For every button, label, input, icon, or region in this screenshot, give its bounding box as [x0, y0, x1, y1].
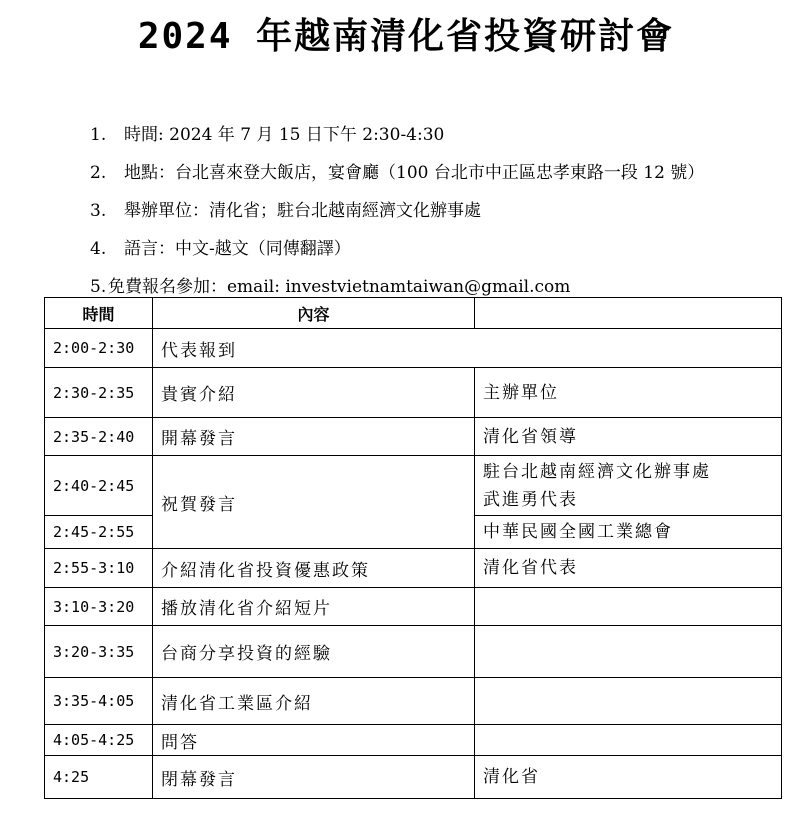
row-time: 4:25 — [45, 756, 153, 799]
info-item-time — [90, 120, 704, 158]
row-time: 2:00-2:30 — [45, 329, 153, 368]
row-content: 閉幕發言 — [153, 756, 475, 799]
row-time: 3:10-3:20 — [45, 588, 153, 626]
event-info-list — [90, 120, 704, 310]
row-content: 祝賀發言 — [153, 456, 475, 549]
table-row — [45, 756, 782, 799]
row-time: 2:40-2:45 — [45, 456, 153, 516]
table-row — [45, 626, 782, 678]
header-content: 內容 — [153, 298, 475, 329]
row-content: 台商分享投資的經驗 — [153, 626, 475, 678]
info-number: 3. — [90, 201, 107, 221]
row-content: 清化省工業區介紹 — [153, 678, 475, 725]
row-time: 3:20-3:35 — [45, 626, 153, 678]
info-item-language — [90, 234, 704, 272]
row-content: 代表報到 — [153, 329, 782, 368]
row-time: 2:35-2:40 — [45, 418, 153, 456]
info-text: 舉辦單位：清化省；駐台北越南經濟文化辦事處 — [124, 201, 481, 221]
row-presenter — [475, 725, 782, 756]
info-item-organizer — [90, 196, 704, 234]
row-time: 4:05-4:25 — [45, 725, 153, 756]
info-number: 2. — [90, 163, 107, 183]
info-text: 地點：台北喜來登大飯店，宴會廳（100 台北市中正區忠孝東路一段 12 號） — [124, 163, 705, 183]
row-presenter: 主辦單位 — [475, 368, 782, 418]
row-content: 貴賓介紹 — [153, 368, 475, 418]
table-row — [45, 418, 782, 456]
row-content: 問答 — [153, 725, 475, 756]
row-time: 3:35-4:05 — [45, 678, 153, 725]
row-presenter — [475, 678, 782, 725]
info-number: 4. — [90, 239, 107, 259]
row-time: 2:30-2:35 — [45, 368, 153, 418]
info-text: 免費報名參加：email: investvietnamtaiwan@gmail.com — [108, 277, 571, 297]
table-row — [45, 549, 782, 588]
header-time: 時間 — [45, 298, 153, 329]
row-content: 開幕發言 — [153, 418, 475, 456]
row-time: 2:55-3:10 — [45, 549, 153, 588]
row-presenter: 清化省領導 — [475, 418, 782, 456]
info-text: 時間: 2024 年 7 月 15 日下午 2:30-4:30 — [124, 125, 445, 145]
table-row — [45, 678, 782, 725]
row-presenter: 清化省代表 — [475, 549, 782, 588]
row-content: 播放清化省介紹短片 — [153, 588, 475, 626]
row-presenter — [475, 588, 782, 626]
table-row — [45, 588, 782, 626]
info-number: 1. — [90, 125, 107, 145]
table-header-row — [45, 298, 782, 329]
table-row — [45, 329, 782, 368]
table-row — [45, 725, 782, 756]
info-text: 語言：中文-越文（同傳翻譯） — [124, 239, 351, 259]
table-row — [45, 456, 782, 516]
schedule-table — [44, 297, 782, 799]
row-presenter — [475, 626, 782, 678]
table-row — [45, 368, 782, 418]
document-title: 2024 年越南清化省投資研討會 — [137, 16, 675, 57]
info-item-location — [90, 158, 704, 196]
info-number: 5. — [90, 277, 107, 297]
row-time: 2:45-2:55 — [45, 516, 153, 549]
row-content: 介紹清化省投資優惠政策 — [153, 549, 475, 588]
row-presenter: 駐台北越南經濟文化辦事處 武進勇代表 — [475, 456, 782, 516]
header-presenter — [475, 298, 782, 329]
row-presenter: 清化省 — [475, 756, 782, 799]
row-presenter: 中華民國全國工業總會 — [475, 516, 782, 549]
